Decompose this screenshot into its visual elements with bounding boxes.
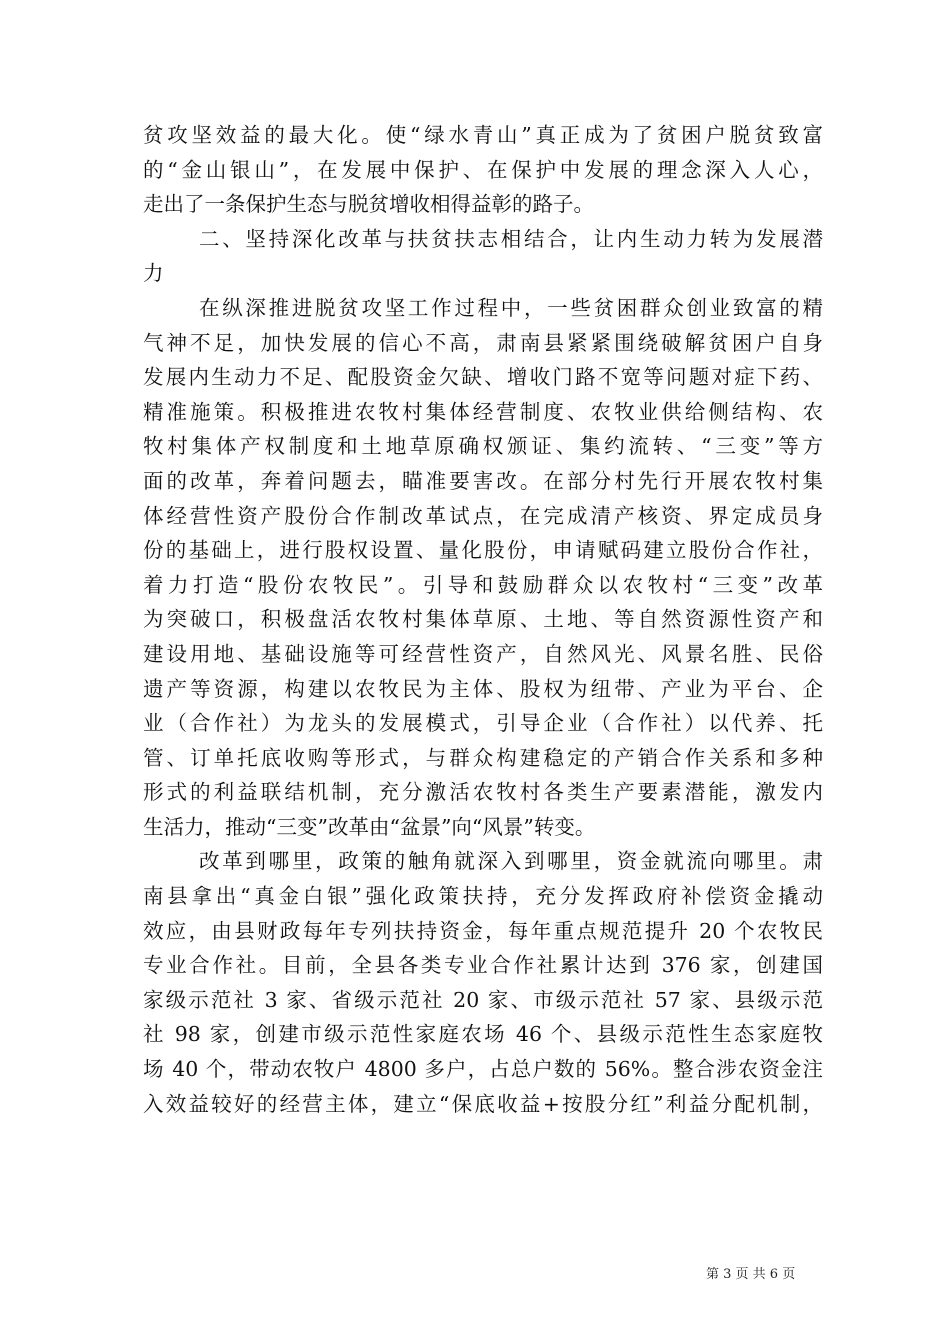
- text-line: 精准施策。积极推进农牧村集体经营制度、农牧业供给侧结构、农: [143, 399, 823, 424]
- text-line: 社 98 家，创建市级示范性家庭农场 46 个、县级示范性生态家庭牧: [143, 1022, 823, 1047]
- text-line: 改革到哪里，政策的触角就深入到哪里，资金就流向哪里。肃: [199, 849, 823, 874]
- text-line: 建设用地、基础设施等可经营性资产，自然风光、风景名胜、民俗: [143, 641, 823, 666]
- text-line: 场 40 个，带动农牧户 4800 多户，占总户数的 56%。整合涉农资金注: [143, 1057, 823, 1082]
- text-line: 生活力，推动“三变”改革由“盆景”向“风景”转变。: [143, 814, 596, 839]
- text-line: 面的改革，奔着问题去，瞄准要害改。在部分村先行开展农牧村集: [143, 468, 823, 493]
- text-line: 管、订单托底收购等形式，与群众构建稳定的产销合作关系和多种: [143, 745, 823, 770]
- text-line: 入效益较好的经营主体，建立“保底收益+按股分红”利益分配机制，: [143, 1091, 823, 1116]
- text-line: 南县拿出“真金白银”强化政策扶持，充分发挥政府补偿资金撬动: [143, 884, 823, 909]
- text-line: 形式的利益联结机制，充分激活农牧村各类生产要素潜能，激发内: [143, 780, 823, 805]
- text-line: 贫攻坚效益的最大化。使“绿水青山”真正成为了贫困户脱贫致富: [143, 123, 823, 147]
- text-line: 家级示范社 3 家、省级示范社 20 家、市级示范社 57 家、县级示范: [143, 987, 823, 1012]
- text-line: 的“金山银山”，在发展中保护、在保护中发展的理念深入人心，: [143, 157, 823, 182]
- text-line: 为突破口，积极盘活农牧村集体草原、土地、等自然资源性资产和: [143, 607, 823, 632]
- text-line: 遗产等资源，构建以农牧民为主体、股权为纽带、产业为平台、企: [143, 676, 823, 701]
- section-heading-line: 力: [143, 261, 164, 286]
- text-line: 专业合作社。目前，全县各类专业合作社累计达到 376 家，创建国: [143, 953, 823, 978]
- text-line: 牧村集体产权制度和土地草原确权颁证、集约流转、“三变”等方: [143, 434, 823, 459]
- document-body: [143, 118, 823, 1121]
- text-line: 业（合作社）为龙头的发展模式，引导企业（合作社）以代养、托: [143, 711, 823, 736]
- text-line: 发展内生动力不足、配股资金欠缺、增收门路不宽等问题对症下药、: [143, 365, 823, 390]
- text-line: 走出了一条保护生态与脱贫增收相得益彰的路子。: [143, 192, 594, 217]
- page-number: 第 3 页 共 6 页: [706, 1267, 796, 1282]
- text-line: 着力打造“股份农牧民”。引导和鼓励群众以农牧村“三变”改革: [143, 572, 823, 597]
- text-line: 气神不足，加快发展的信心不高，肃南县紧紧围绕破解贫困户自身: [143, 330, 823, 355]
- text-line: 份的基础上，进行股权设置、量化股份，申请赋码建立股份合作社，: [143, 538, 823, 563]
- text-line: 效应，由县财政每年专列扶持资金，每年重点规范提升 20 个农牧民: [143, 918, 823, 943]
- section-heading-line: 二、坚持深化改革与扶贫扶志相结合，让内生动力转为发展潜: [199, 226, 823, 251]
- text-line: 体经营性资产股份合作制改革试点，在完成清产核资、界定成员身: [143, 503, 823, 528]
- text-line: 在纵深推进脱贫攻坚工作过程中，一些贫困群众创业致富的精: [199, 295, 823, 320]
